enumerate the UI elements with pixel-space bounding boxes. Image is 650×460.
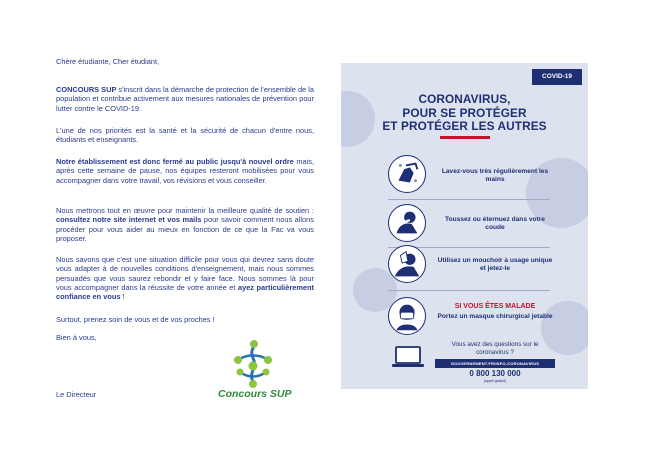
divider <box>388 290 550 291</box>
divider <box>388 199 550 200</box>
questions-text: Vous avez des questions sur le coronavirus ? <box>451 341 539 356</box>
paragraph-encouragement: Nous savons que c'est une situation difficile pour vous qui devrez sans doute vous adapter à de nouvelles conditions d'enseignement, mais nous sommes persuadés que vous saurez rebondir et y faire face. Nous sommes là pour vous accompagner dans la réussite de votre année et ayez particulièrement confiance en vous ! <box>56 255 314 302</box>
advice-wash-hands: Lavez-vous très régulièrement les mains <box>441 168 549 184</box>
poster-title: CORONAVIRUS, POUR SE PROTÉGER ET PROTÉGER LES AUTRES <box>382 92 547 133</box>
cough-elbow-icon <box>388 204 426 242</box>
mask-icon <box>388 297 426 335</box>
signature: Le Directeur <box>56 390 97 399</box>
covid-poster <box>341 63 588 389</box>
gov-url: GOUVERNEMENT.FR/INFO-CORONAVIRUS <box>435 359 555 368</box>
advice-cough-elbow: Toussez ou éternuez dans votre coude <box>445 216 545 232</box>
logo-text: Concours SUP <box>218 388 292 400</box>
brand-name: CONCOURS SUP <box>56 85 117 94</box>
advice-tissue: Utilisez un mouchoir à usage unique et jetez-le <box>437 257 553 273</box>
tissue-icon <box>388 245 426 283</box>
phone-number: 0 800 130 000 <box>469 369 521 378</box>
paragraph-priority: L'une de nos priorités est la santé et la sécurité de chacun d'entre nous, étudiants et enseignants. <box>56 126 314 145</box>
closing: Bien à vous, <box>56 333 97 342</box>
hand-washing-icon <box>388 155 426 193</box>
laptop-icon <box>391 345 425 369</box>
sick-title: SI VOUS ÊTES MALADE <box>454 303 536 310</box>
free-call-note: (appel gratuit) <box>483 379 507 383</box>
paragraph-intro: CONCOURS SUP s'inscrit dans la démarche de protection de l'ensemble de la population et contribue activement aux mesures nationales de prévention pour lutter contre le COVID-19. <box>56 85 314 113</box>
paragraph-care: Surtout, prenez soin de vous et de vos proches ! <box>56 315 215 324</box>
advice-mask: Portez un masque chirurgical jetable <box>437 313 553 320</box>
paragraph-support: Nous mettrons tout en œuvre pour maintenir la meilleure qualité de soutien : consultez notre site internet et vos mails pour savoir comment nous allons procéder pour vous aider au mieux en fonction de ce que la Fac va vous proposer. <box>56 206 314 243</box>
title-underline <box>440 136 490 139</box>
salutation: Chère étudiante, Cher étudiant, <box>56 57 160 66</box>
covid-badge: COVID-19 <box>532 69 582 85</box>
paragraph-closure: Notre établissement est donc fermé au public jusqu'à nouvel ordre mais, après cette semaine de pause, nos équipes resteront mobilisées pour vous accompagner dans votre travail, vos révisions et vous conseiller. <box>56 157 314 185</box>
